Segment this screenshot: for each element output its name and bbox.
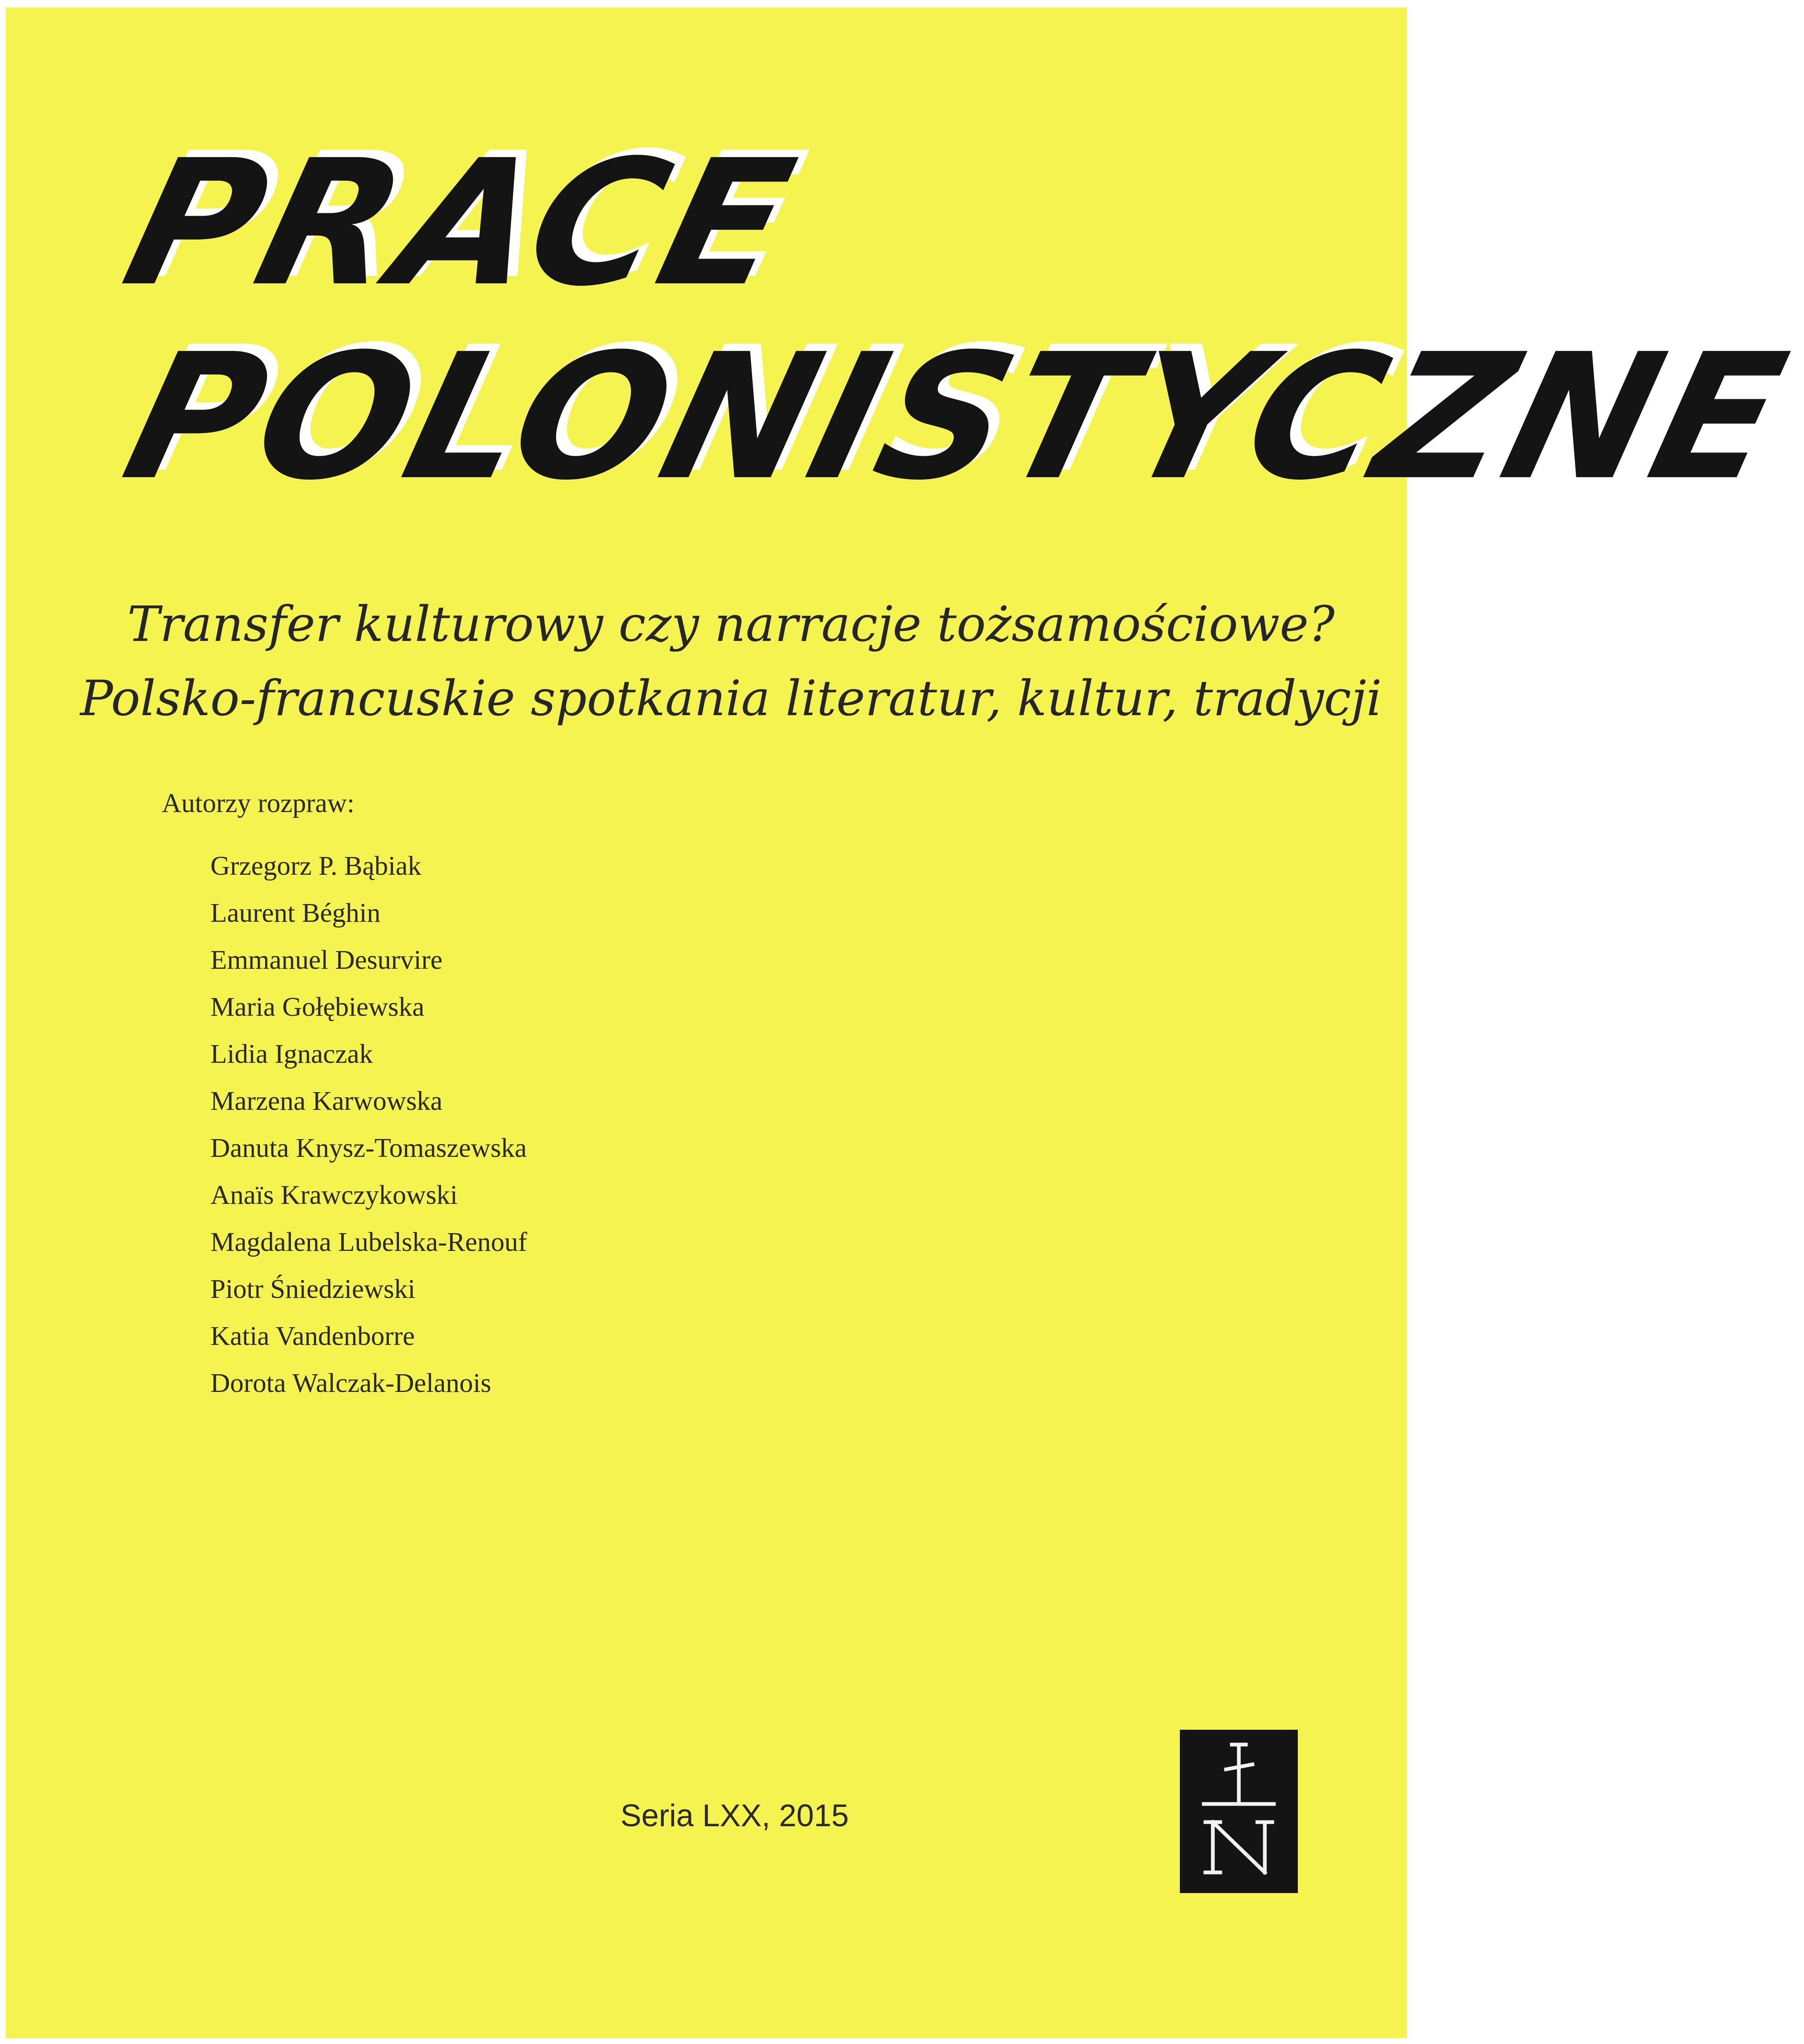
author-name: Katia Vandenborre <box>210 1321 415 1351</box>
author-name: Magdalena Lubelska-Renouf <box>210 1227 527 1257</box>
issue-subtitle-line-2: Polsko-francuskie spotkania literatur, kultur, tradycji <box>80 670 1382 727</box>
journal-cover <box>6 7 1804 2038</box>
author-name: Piotr Śniedziewski <box>210 1274 415 1304</box>
author-name: Marzena Karwowska <box>210 1086 443 1116</box>
author-name: Danuta Knysz-Tomaszewska <box>210 1133 527 1163</box>
ltn-monogram-icon <box>1180 1730 1298 1893</box>
series-and-year: Seria LXX, 2015 <box>620 1798 849 1833</box>
authors-heading: Autorzy rozpraw: <box>162 788 355 818</box>
masthead-title-line-2: POLONISTYCZNE <box>108 317 1804 518</box>
author-name: Lidia Ignaczak <box>210 1039 373 1069</box>
masthead-title-line-1: PRACE <box>108 123 814 325</box>
author-name: Laurent Béghin <box>210 898 381 928</box>
ltn-monogram-svg <box>1180 1730 1298 1893</box>
author-name: Maria Gołębiewska <box>210 992 424 1022</box>
issue-subtitle-line-1: Transfer kulturowy czy narracje tożsamościowe? <box>127 596 1335 652</box>
author-name: Emmanuel Desurvire <box>210 945 443 975</box>
author-name: Dorota Walczak-Delanois <box>210 1368 491 1398</box>
author-name: Anaïs Krawczykowski <box>210 1180 458 1210</box>
author-name: Grzegorz P. Bąbiak <box>210 851 422 881</box>
authors-list <box>210 843 527 1407</box>
